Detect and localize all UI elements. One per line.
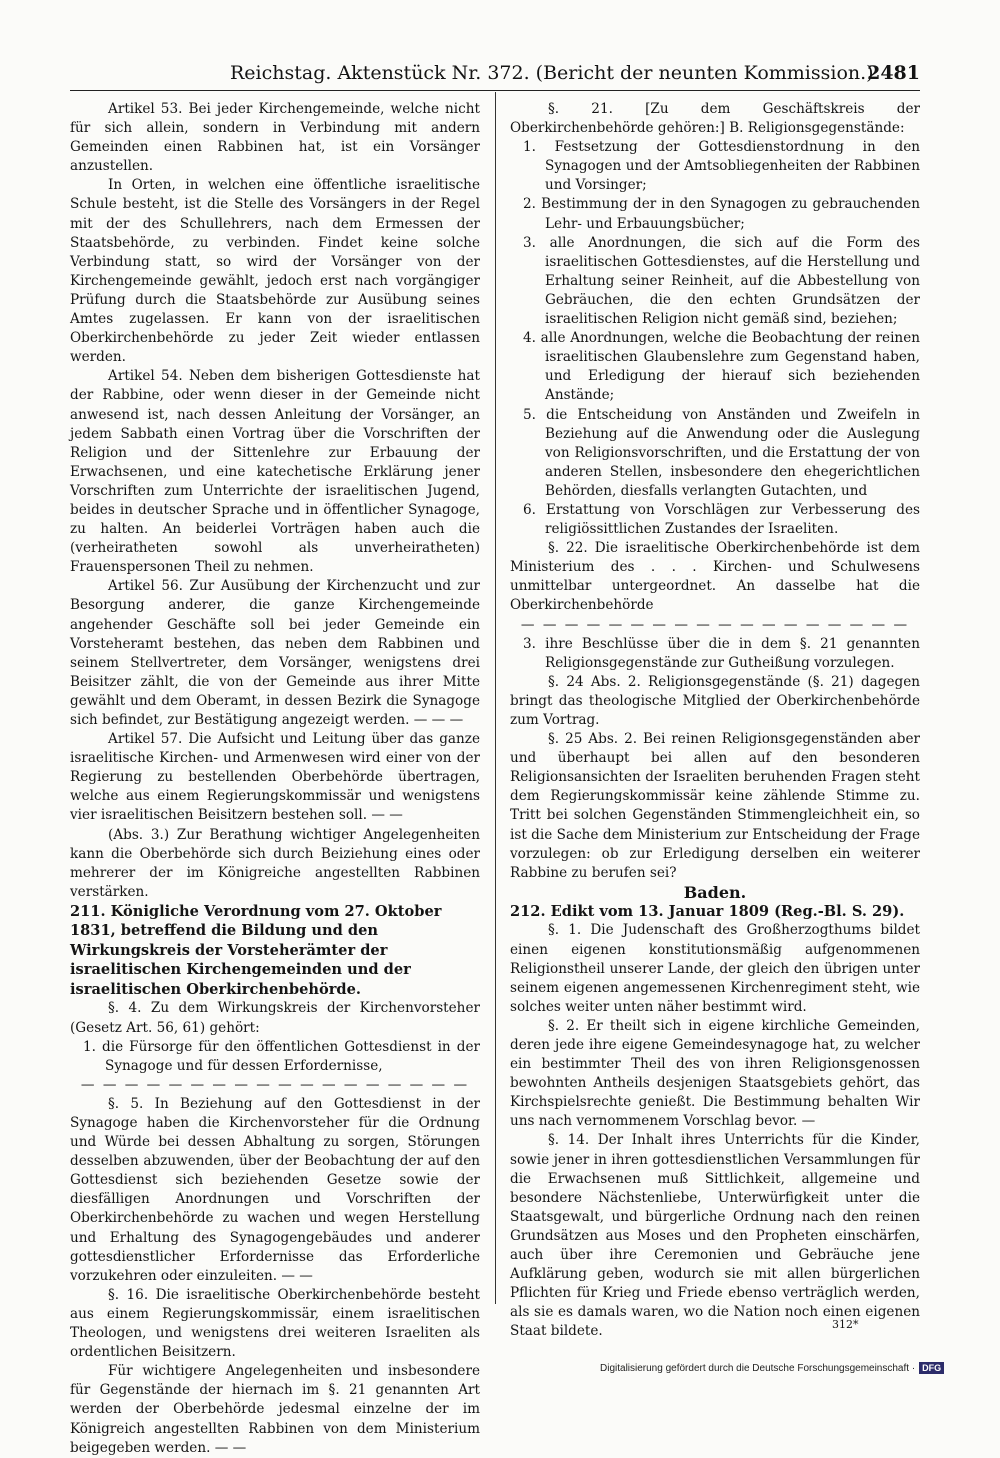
paragraph: §. 16. Die israelitische Oberkirchenbehörde besteht aus einem Regierungskommissär, einem israelitischen Theologen, und wenigstens drei weiteren Israeliten als ordentlichen Beisitzern.	[70, 1286, 480, 1361]
paragraph: §. 25 Abs. 2. Bei reinen Religionsgegenständen aber und überhaupt bei allen auf den besonderen Religionsansichten der Israeliten beruhenden Fragen steht dem Regierungskommissär keine zählende Stimme zu. Tritt bei solchen Gegenständen Stimmengleichheit ein, so ist die Sache dem Ministerium zur Entscheidung der Frage vorzulegen: ob zur Erledigung derselben ein weiterer Rabbine zu berufen sei?	[510, 731, 920, 881]
paragraph: (Abs. 3.) Zur Berathung wichtiger Angelegenheiten kann die Oberbehörde sich durch Beiziehung eines oder mehrerer der im Königreiche angestellten Rabbinen verstärken.	[70, 826, 480, 900]
list-item: 2. Bestimmung der in den Synagogen zu gebrauchenden Lehr- und Erbauungsbücher;	[523, 196, 920, 232]
article-56: Artikel 56. Zur Ausübung der Kirchenzucht und zur Besorgung anderer, die ganze Kirchengemeinde angehender Geschäfte soll bei jeder Gemeinde ein Vorsteheramt bestehen, das neben dem Rabbinen und seinem Stellvertreter, dem Vorsänger, wenigstens drei Beisitzer zählt, die von der Gemeinde aus ihrer Mitte gewählt und dem Oberamt, in dessen Bezirk die Synagoge sich befindet, zur Bestätigung angezeigt werden. — — —	[70, 578, 480, 728]
list-item: 6. Erstattung von Vorschlägen zur Verbesserung des religiössittlichen Zustandes der Israeliten.	[523, 501, 920, 538]
running-title: Reichstag. Aktenstück Nr. 372. (Bericht der neunten Kommission.)	[230, 62, 874, 84]
page-number: 2481	[867, 62, 920, 84]
paragraph: §. 2. Er theilt sich in eigene kirchliche Gemeinden, deren jede ihre eigene Gemeindesynagoge hat, zu welcher ein bestimmter Theil des von ihren Religionsgenossen bewohnten Antheils desjenigen Staatsgebiets gehört, das Kirchspielsrechte genießt. Die Bestimmung behalten Wir uns nach vernommenem Vorschlag bevor. —	[510, 1017, 920, 1130]
list-item: 3. alle Anordnungen, die sich auf die Form des israelitischen Gottesdienstes, auf die Herstellung und Erhaltung seiner Reinheit, auf die Abbestellung von Gebräuchen, die den echten Grundsätzen der israelitischen Religion nicht gemäß sind, beziehen;	[523, 234, 920, 328]
right-column	[510, 100, 920, 1342]
paragraph: In Orten, in welchen eine öffentliche israelitische Schule besteht, ist die Stelle des Vorsängers in der Regel mit der des Schullehrers, nach dem Ermessen der Staatsbehörde, zu verbinden. Findet keine solche Verbindung statt, so wird der Vorsänger von der Kirchengemeinde gewählt, jedoch erst nach vorgängiger Prüfung durch die Staatsbehörde zur Ausübung seines Amtes zugelassen. Er kann von der israelitischen Oberkirchenbehörde zu jeder Zeit wieder entlassen werden.	[70, 177, 480, 366]
header-rule	[70, 90, 920, 91]
footer	[600, 1362, 944, 1374]
section-heading-212: 212. Edikt vom 13. Januar 1809 (Reg.-Bl. S. 29).	[510, 902, 905, 920]
column-divider	[495, 92, 496, 1304]
footer-text: Digitalisierung gefördert durch die Deutsche Forschungsgemeinschaft ·	[600, 1363, 916, 1374]
section-heading-211: 211. Königliche Verordnung vom 27. Oktober 1831, betreffend die Bildung und den Wirkungskreis der Vorsteherämter der israelitischen Kirchengemeinden und der israelitischen Oberkirchenbehörde.	[70, 902, 442, 998]
article-54: Artikel 54. Neben dem bisherigen Gottesdienste hat der Rabbine, oder wenn dieser in der Gemeinde nicht anwesend ist, nach dessen Anleitung der Vorsänger, an jedem Sabbath einen Vortrag über die Vorschriften der Religion und der Sittenlehre zur Erbauung der Erwachsenen, und eine katechetische Erklärung jener Vorschriften zum Unterrichte der israelitischen Jugend, beides in deutscher Sprache und in öffentlicher Synagoge, zu halten. An beiderlei Vorträgen haben auch die (verheiratheten sowohl als unverheiratheten) Frauenspersonen Theil zu nehmen.	[70, 368, 480, 576]
paragraph: §. 4. Zu dem Wirkungskreis der Kirchenvorsteher (Gesetz Art. 56, 61) gehört:	[70, 1000, 480, 1036]
ellipsis-dashes: — — — — — — — — — — — — — — — — — —	[80, 1076, 470, 1093]
signature-mark: 312*	[832, 1318, 859, 1331]
list-item: 4. alle Anordnungen, welche die Beobachtung der reinen israelitischen Glaubenslehre zum Gegenstand haben, und Erledigung der hierauf sich beziehenden Anstände;	[523, 330, 920, 404]
article-53: Artikel 53. Bei jeder Kirchengemeinde, welche nicht für sich allein, sondern in Verbindung mit andern Gemeinden einen Rabbinen hat, ist ein Vorsänger anzustellen.	[70, 101, 480, 175]
paragraph: §. 5. In Beziehung auf den Gottesdienst in der Synagoge haben die Kirchenvorsteher für die Ordnung und Würde bei dessen Abhaltung zu sorgen, Störungen desselben abzuwenden, über der Beobachtung der auf den Gottesdienst sich beziehenden Gesetze sowie der diesfälligen Anordnungen und Vorschriften der Oberkirchenbehörde zu wachen und wegen Herstellung und Erhaltung des Synagogengebäudes und anderer gottesdienstlicher Erfordernisse das Erforderliche vorzukehren oder einzuleiten. — —	[70, 1095, 480, 1284]
list-item: 1. die Fürsorge für den öffentlichen Gottesdienst in der Synagoge und für dessen Erfordernisse,	[83, 1038, 480, 1074]
page-header	[70, 58, 920, 88]
list-item: 1. Festsetzung der Gottesdienstordnung in den Synagogen und der Amtsobliegenheiten der Rabbinen und Vorsinger;	[523, 139, 920, 194]
paragraph: §. 22. Die israelitische Oberkirchenbehörde ist dem Ministerium des . . . Kirchen- und Schulwesens unmittelbar untergeordnet. An dasselbe hat die Oberkirchenbehörde	[510, 540, 920, 614]
section-title-baden: Baden.	[683, 882, 747, 902]
paragraph: §. 1. Die Judenschaft des Großherzogthums bildet einen eigenen konstitutionsmäßig aufgenommenen Religionstheil unserer Lande, der gleich den übrigen unter seinem eigenen angemessenen Kirchenregiment steht, wie solches weiter unten näher bestimmt wird.	[510, 922, 920, 1015]
ellipsis-dashes: — — — — — — — — — — — — — — — — — —	[520, 616, 910, 633]
paragraph: Für wichtigere Angelegenheiten und insbesondere für Gegenstände der hiernach im §. 21 genannten Art werden der Oberbehörde jedesmal einzelne der im Königreich angestellten Rabbinen von dem Ministerium beigegeben werden. — —	[70, 1363, 480, 1456]
paragraph: §. 24 Abs. 2. Religionsgegenstände (§. 21) dagegen bringt das theologische Mitglied der Oberkirchenbehörde zum Vortrag.	[510, 673, 920, 728]
list-item: 3. ihre Beschlüsse über die in dem §. 21 genannten Religionsgegenstände zur Gutheißung vorzulegen.	[523, 635, 920, 671]
left-column	[70, 100, 480, 1458]
paragraph: §. 14. Der Inhalt ihres Unterrichts für die Kinder, sowie jener in ihren gottesdienstlichen Versammlungen für die Erwachsenen muß Sittlichkeit, allgemeine und besondere Nächstenliebe, Unterwürfigkeit unter die Staatsgewalt, und bürgerliche Ordnung nach den reinen Grundsätzen aus Moses und den Propheten einschärfen, auch über ihre Ceremonien und Gebräuche jene Aufklärung geben, wodurch sie mit allen bürgerlichen Pflichten für Krieg und Friede ebenso verträglich werden, als sie es damals waren, wo die Nation noch einen eigenen Staat bildete.	[510, 1132, 920, 1340]
list-item: 5. die Entscheidung von Anständen und Zweifeln in Beziehung auf die Anwendung oder die Auslegung von Religionsvorschriften, und die Erstattung der von anderen Stellen, insbesondere den ehegerichtlichen Behörden, diesfalls verlangten Gutachten, und	[523, 406, 920, 499]
dfg-logo: DFG	[919, 1362, 944, 1374]
paragraph: §. 21. [Zu dem Geschäftskreis der Oberkirchenbehörde gehören:] B. Religionsgegenstände:	[510, 101, 920, 137]
article-57: Artikel 57. Die Aufsicht und Leitung über das ganze israelitische Kirchen- und Armenwesen wird einer von der Regierung zu bestellenden Oberbehörde übertragen, welche aus einem Regierungskommissär und wenigstens vier israelitischen Beisitzern bestehen soll. — —	[70, 731, 480, 824]
